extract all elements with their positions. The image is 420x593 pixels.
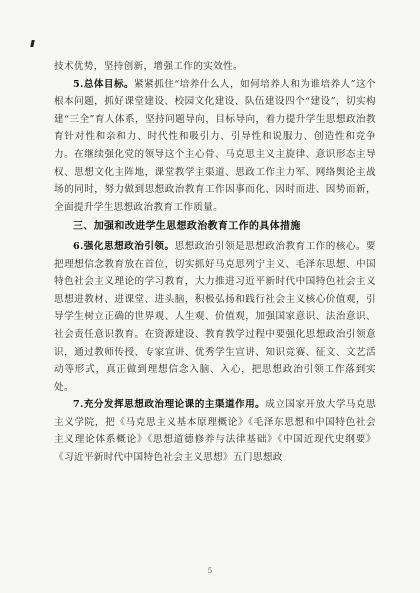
paragraph-6-lead: 6.强化思想政治引领。 [73, 240, 175, 252]
paragraph-6-body: 思想政治引领是思想政治教育工作的核心。要把理想信念教育放在首位，切实抓好马克思列宁主义、毛泽东思想、中国特色社会主义理论的学习教育，大力推进习近平新时代中国特色社会主义思想进教材、进课堂、进头脑，积极弘扬和践行社会主义核心价值观，引导学生树立正确的世界观、人生观、价值观，加强国家意识、法治意识、社会责任意识教育。在资源建设、教育教学过程中要强化思想政治引领意识，通过教师传授、专家宣讲、优秀学生宣讲、知识竞赛、征文、文艺活动等形式，真正做到理想信念入脑、入心，把思想政治引领工作落到实处。 [54, 240, 376, 393]
paragraph-5-body: 紧紧抓住“培养什么人，如何培养人和为谁培养人”这个根本问题，抓好课堂建设、校园文化建设、队伍建设四个“建设”，切实构建“三全”育人体系，坚持问题导向，目标导向，着力提升学生思想政治教育针对性和亲和力、时代性和吸引力、引导性和说服力、创造性和竞争力。在继续强化党的领导这个主心骨、马克思主义主旋律、意识形态主导权、思想文化主阵地，课堂教学主渠道、思政工作主力军、网络舆论主战场的同时，努力做到思想政治教育工作因事而化、因时而进、因势而新，全面提升学生思想政治教育工作质量。 [54, 78, 376, 213]
document-body [54, 58, 376, 467]
paragraph-6 [54, 238, 376, 396]
paragraph-continued: 技术优势，坚持创新，增强工作的实效性。 [54, 61, 243, 72]
margin-mark [30, 40, 34, 47]
paragraph-5-lead: 5.总体目标。 [73, 78, 135, 90]
page-number: 5 [207, 567, 213, 575]
paragraph-7-lead: 7.充分发挥思想政治理论课的主渠道作用。 [73, 399, 266, 411]
paragraph-5 [54, 76, 376, 217]
section-heading-3: 三、加强和改进学生思想政治教育工作的具体措施 [73, 221, 301, 233]
paragraph-7-body: 成立国家开放大学马克思主义学院，把《马克思主义基本原理概论》《毛泽东思想和中国特色社会主义理论体系概论》《思想道德修养与法律基础》《中国近现代史纲要》《习近平新时代中国特色社会主义思想》五门思想政 [54, 399, 376, 464]
paragraph-7 [54, 396, 376, 466]
